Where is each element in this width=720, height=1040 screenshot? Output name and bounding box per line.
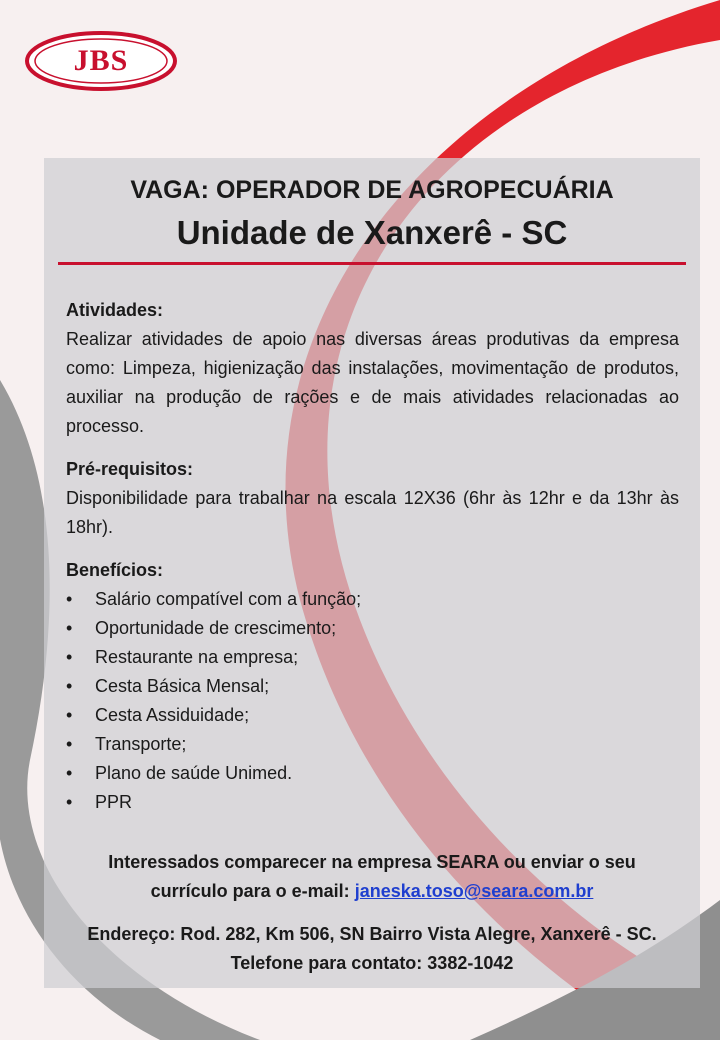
job-content [66, 296, 679, 831]
bullet-icon: • [66, 705, 73, 725]
atividades-text: Realizar atividades de apoio nas diversas áreas produtivas da empresa como: Limpeza, higienização das instalações, movimentação de produtos, auxiliar na produção de rações e de mais atividades relacionadas ao processo. [66, 329, 679, 436]
job-title: VAGA: OPERADOR DE AGROPECUÁRIA [130, 176, 614, 204]
bullet-icon: • [66, 618, 73, 638]
beneficios-list [66, 585, 679, 817]
bullet-icon: • [66, 792, 73, 812]
job-location: Unidade de Xanxerê - SC [176, 214, 568, 251]
logo-text: JBS [73, 44, 129, 77]
jbs-logo [24, 30, 178, 92]
contact-line-1: Interessados comparecer na empresa SEARA ou enviar o seu [108, 852, 636, 872]
list-item: • Cesta Assiduidade; [66, 701, 679, 730]
phone-text: Telefone para contato: 3382-1042 [230, 953, 514, 973]
bullet-icon: • [66, 589, 73, 609]
bullet-icon: • [66, 763, 73, 783]
list-item: • Plano de saúde Unimed. [66, 759, 679, 788]
list-item: • Restaurante na empresa; [66, 643, 679, 672]
list-item: • PPR [66, 788, 679, 817]
prerequisitos-heading: Pré-requisitos: [66, 459, 194, 479]
list-item: • Transporte; [66, 730, 679, 759]
beneficios-heading: Benefícios: [66, 560, 164, 580]
section-prerequisitos [66, 455, 679, 542]
list-item: • Salário compatível com a função; [66, 585, 679, 614]
prerequisitos-text: Disponibilidade para trabalhar na escala 12X36 (6hr às 12hr e da 13hr às 18hr). [66, 488, 679, 537]
atividades-heading: Atividades: [66, 300, 164, 320]
section-beneficios [66, 556, 679, 817]
bullet-icon: • [66, 676, 73, 696]
email-link[interactable]: janeska.toso@seara.com.br [354, 881, 594, 901]
address-text: Endereço: Rod. 282, Km 506, SN Bairro Vista Alegre, Xanxerê - SC. [87, 924, 657, 944]
bullet-icon: • [66, 647, 73, 667]
bullet-icon: • [66, 734, 73, 754]
contact-line-2: currículo para o e-mail: janeska.toso@seara.com.br [150, 881, 594, 901]
contact-footer [44, 848, 700, 978]
list-item: • Oportunidade de crescimento; [66, 614, 679, 643]
list-item: • Cesta Básica Mensal; [66, 672, 679, 701]
title-divider [58, 262, 686, 265]
section-atividades [66, 296, 679, 441]
